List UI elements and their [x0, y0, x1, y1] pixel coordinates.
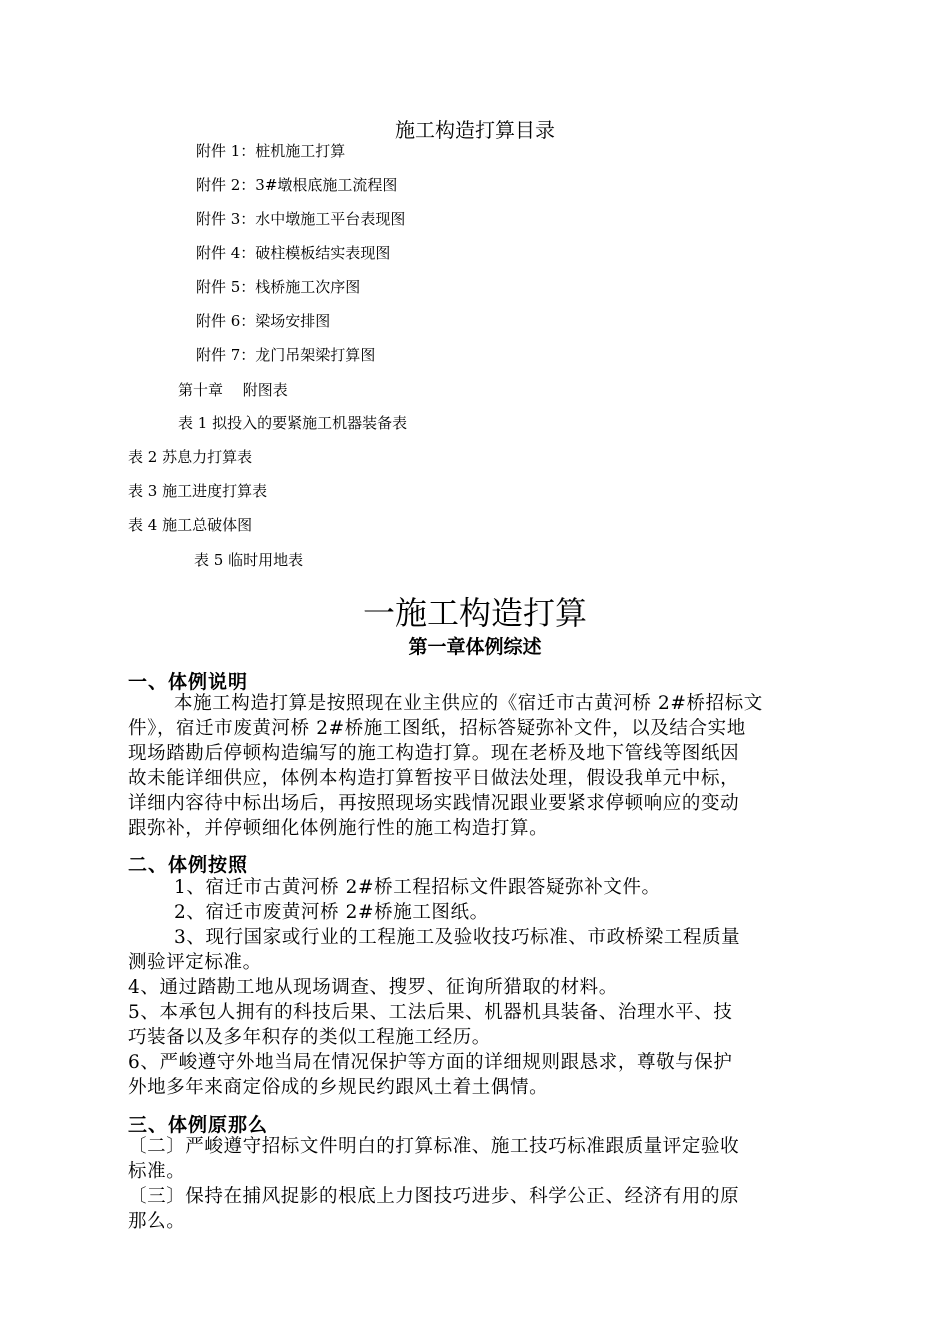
paragraph-line: 5、本承包人拥有的科技后果、工法后果、机器机具装备、治理水平、技 [128, 1002, 733, 1023]
chapter-title: 第一章体例综述 [408, 636, 542, 658]
section-heading: 一、体例说明 [128, 671, 249, 693]
toc-item: 表 2 苏息力打算表 [128, 448, 253, 466]
paragraph-line: 件》，宿迁市废黄河桥 2#桥施工图纸，招标答疑弥补文件，以及结合实地 [128, 718, 746, 739]
paragraph-line: 故未能详细供应，体例本构造打算暂按平日做法处理，假设我单元中标， [128, 768, 740, 789]
toc-item: 附件 3：水中墩施工平台表现图 [196, 210, 406, 228]
toc-title: 施工构造打算目录 [395, 118, 555, 142]
section-heading: 三、体例原那么 [128, 1114, 269, 1136]
paragraph-line: 测验评定标准。 [128, 952, 262, 973]
toc-item: 附件 6：梁场安排图 [196, 312, 331, 330]
paragraph-line: 〔二〕严峻遵守招标文件明白的打算标准、施工技巧标准跟质量评定验收 [128, 1136, 740, 1157]
main-title: 一施工构造打算 [362, 594, 587, 632]
paragraph-line: 2、宿迁市废黄河桥 2#桥施工图纸。 [174, 902, 489, 923]
toc-item: 附件 1：桩机施工打算 [196, 142, 346, 160]
paragraph-line: 跟弥补，并停顿细化体例施行性的施工构造打算。 [128, 818, 549, 839]
paragraph-line: 那么。 [128, 1211, 186, 1232]
paragraph-line: 本施工构造打算是按照现在业主供应的《宿迁市古黄河桥 2#桥招标文 [174, 693, 763, 714]
toc-item: 表 4 施工总破体图 [128, 516, 253, 534]
toc-item: 附件 7：龙门吊架梁打算图 [196, 346, 376, 364]
toc-item: 附件 4：破柱模板结实表现图 [196, 244, 391, 262]
toc-item: 附件 2：3#墩根底施工流程图 [196, 176, 398, 194]
paragraph-line: 〔三〕保持在捕风捉影的根底上力图技巧进步、科学公正、经济有用的原 [128, 1186, 740, 1207]
paragraph-line: 巧装备以及多年积存的类似工程施工经历。 [128, 1027, 491, 1048]
toc-item: 表 1 拟投入的要紧施工机器装备表 [178, 414, 408, 432]
paragraph-line: 1、宿迁市古黄河桥 2#桥工程招标文件跟答疑弥补文件。 [174, 877, 661, 898]
paragraph-line: 4、通过踏勘工地从现场调查、搜罗、征询所猎取的材料。 [128, 977, 618, 998]
paragraph-line: 6、严峻遵守外地当局在情况保护等方面的详细规则跟恳求，尊敬与保护 [128, 1052, 733, 1073]
toc-item: 附件 5：栈桥施工次序图 [196, 278, 361, 296]
toc-item: 表 5 临时用地表 [194, 551, 304, 569]
paragraph-line: 现场踏勘后停顿构造编写的施工构造打算。现在老桥及地下管线等图纸因 [128, 743, 740, 764]
section-heading: 二、体例按照 [128, 854, 249, 876]
paragraph-line: 详细内容待中标出场后，再按照现场实践情况跟业要紧求停顿响应的变动 [128, 793, 740, 814]
paragraph-line: 3、现行国家或行业的工程施工及验收技巧标准、市政桥梁工程质量 [174, 927, 741, 948]
paragraph-line: 外地多年来商定俗成的乡规民约跟风土着土偶情。 [128, 1077, 549, 1098]
toc-chapter: 第十章 附图表 [178, 381, 288, 399]
toc-item: 表 3 施工进度打算表 [128, 482, 268, 500]
paragraph-line: 标准。 [128, 1161, 186, 1182]
